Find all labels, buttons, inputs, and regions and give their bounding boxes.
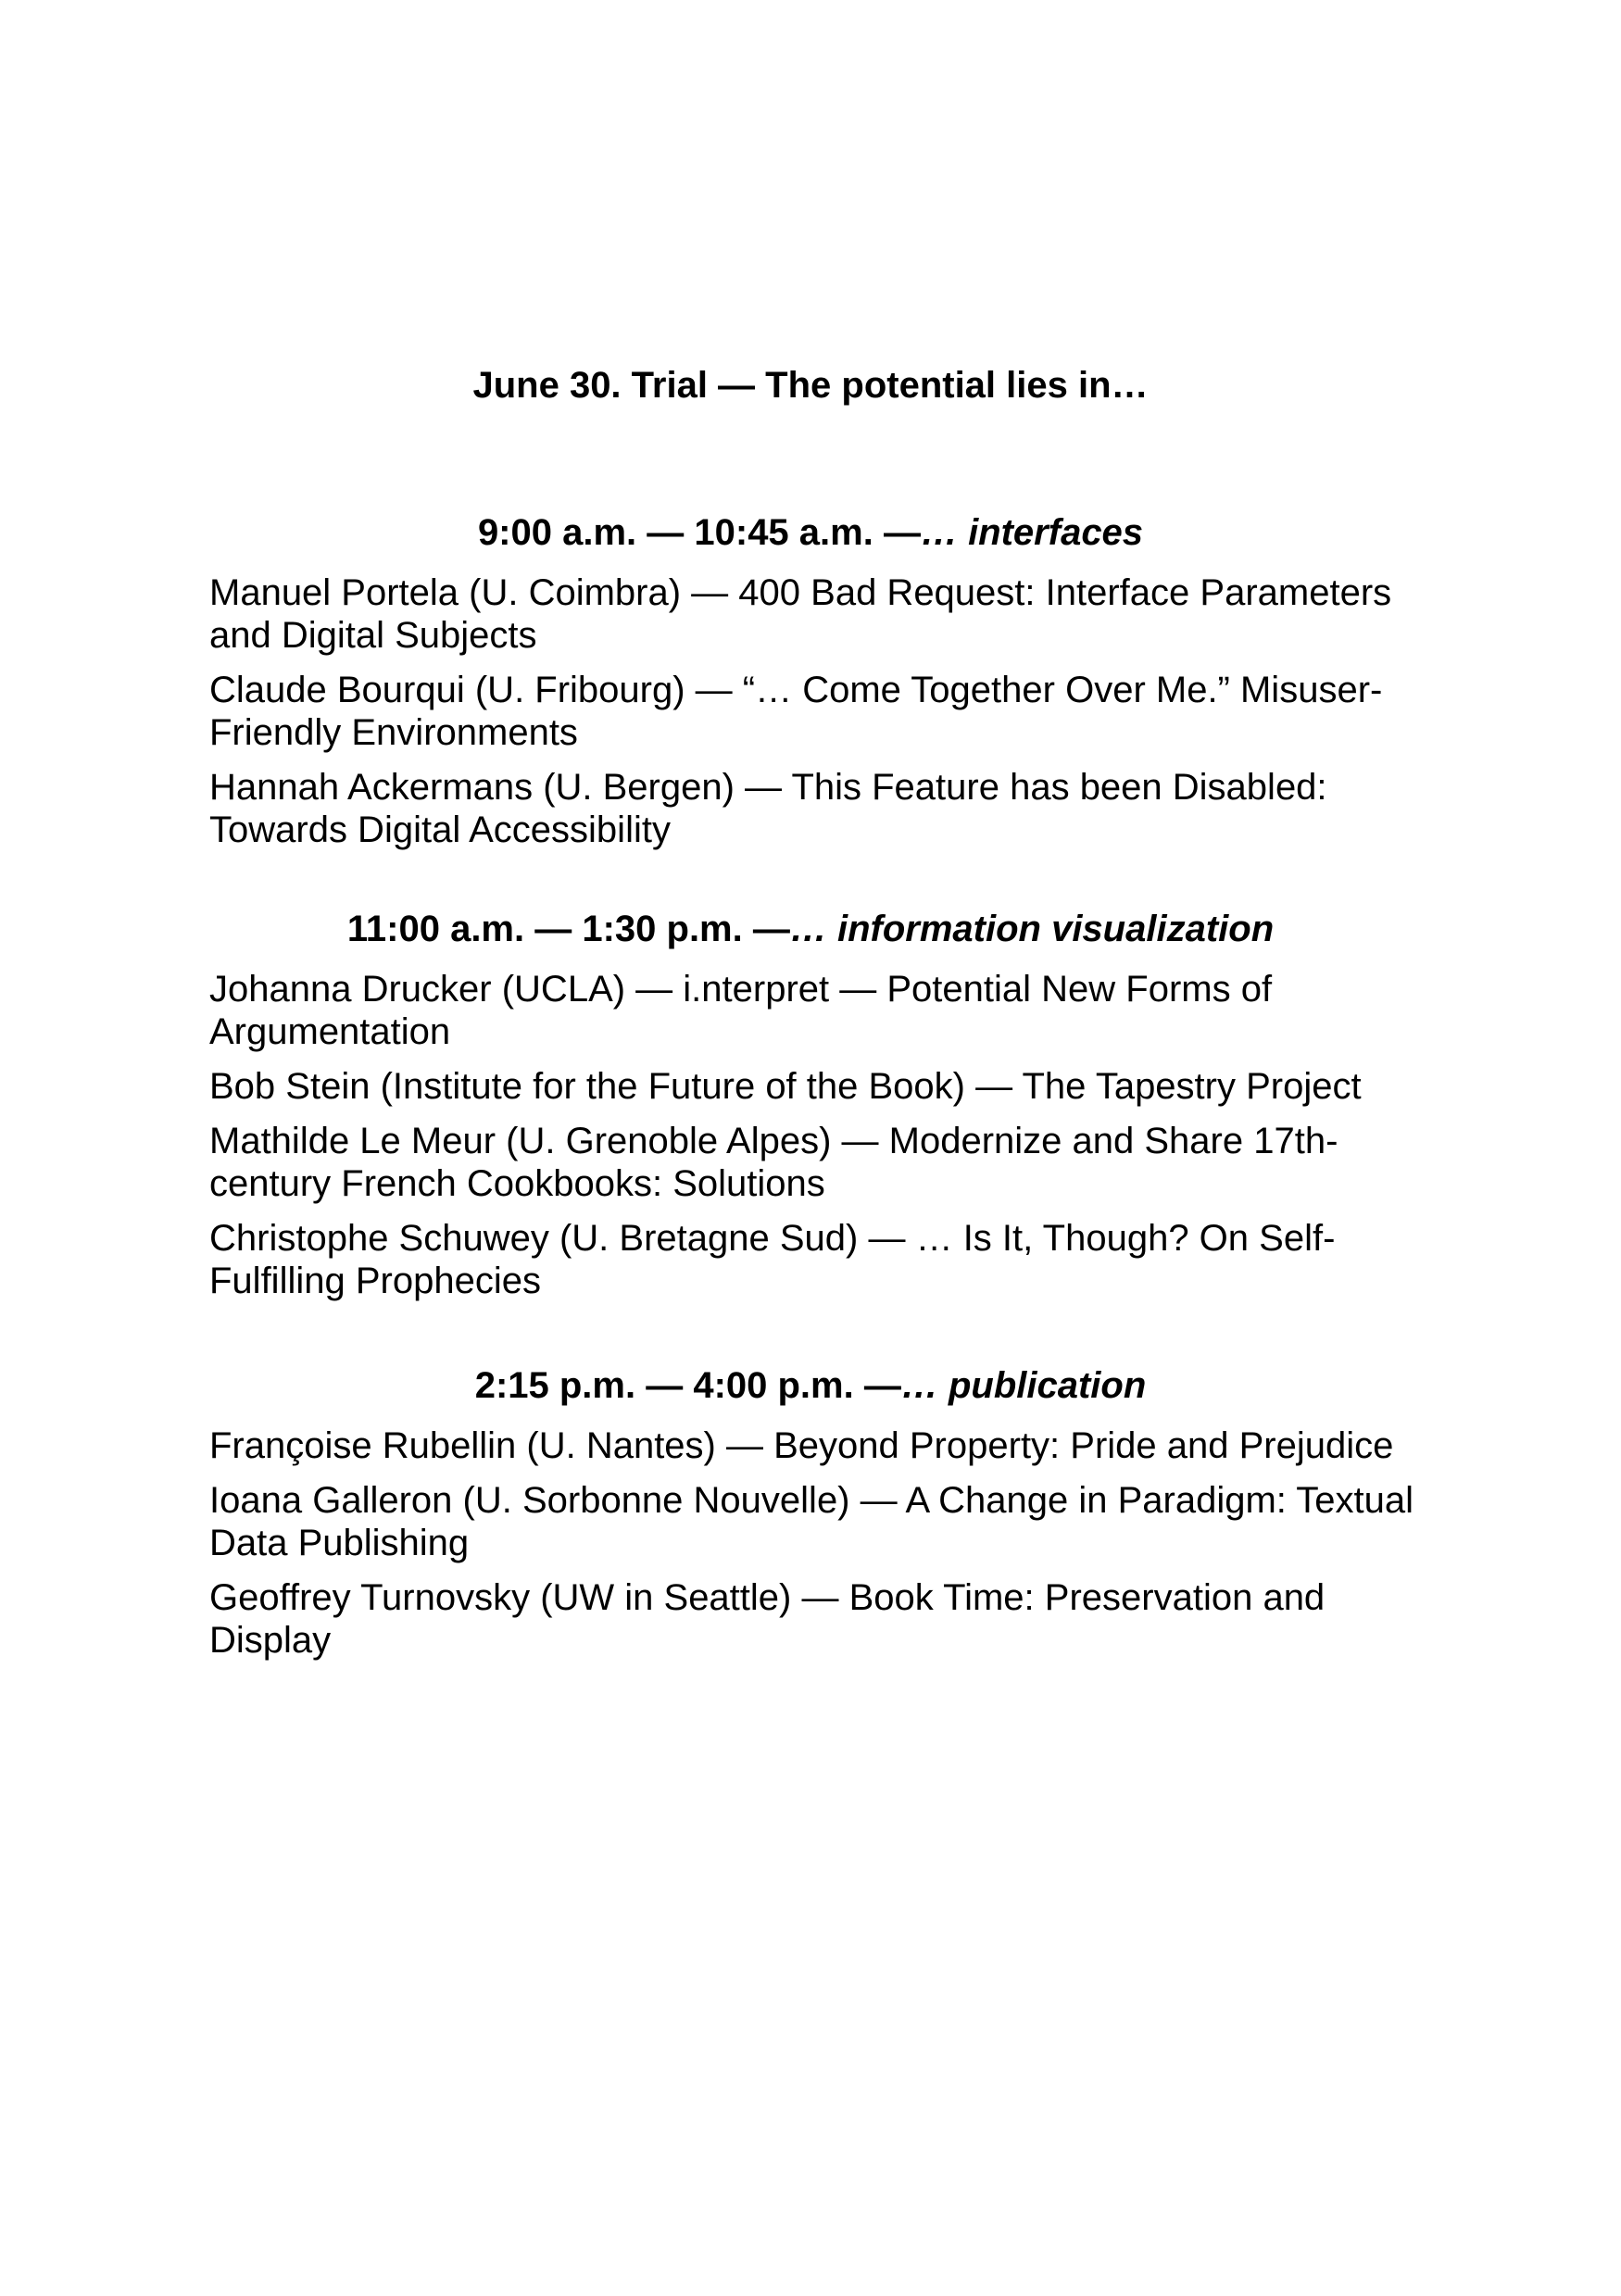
talk-item: Ioana Galleron (U. Sorbonne Nouvelle) — A Change in Paradigm: Textual Data Publishing — [209, 1480, 1414, 1563]
talk-item: Bob Stein (Institute for the Future of the Book) — The Tapestry Project — [209, 1066, 1362, 1107]
session-heading — [0, 907, 1621, 951]
day-title: June 30. Trial — The potential lies in… — [472, 365, 1149, 406]
talk-item: Mathilde Le Meur (U. Grenoble Alpes) — Modernize and Share 17th-century French Cookbooks: Solutions — [209, 1121, 1338, 1204]
session-information-visualization — [0, 907, 1621, 1314]
talk-item: Hannah Ackermans (U. Bergen) — This Feature has been Disabled: Towards Digital Accessibility — [209, 767, 1327, 850]
session-topic: … publication — [900, 1365, 1147, 1406]
session-heading — [0, 510, 1621, 555]
session-interfaces — [0, 510, 1621, 863]
talk-item: Manuel Portela (U. Coimbra) — 400 Bad Request: Interface Parameters and Digital Subjects — [209, 572, 1392, 656]
session-time: 11:00 a.m. — 1:30 p.m. — — [346, 909, 790, 949]
session-topic: … interfaces — [920, 512, 1144, 553]
session-time: 9:00 a.m. — 10:45 a.m. — — [477, 512, 921, 553]
session-publication — [0, 1363, 1621, 1674]
talk-item: Françoise Rubellin (U. Nantes) — Beyond Property: Pride and Prejudice — [209, 1425, 1394, 1466]
talk-item: Christophe Schuwey (U. Bretagne Sud) — … Is It, Though? On Self-Fulfilling Prophecies — [209, 1218, 1336, 1301]
talk-item: Claude Bourqui (U. Fribourg) — “… Come Together Over Me.” Misuser-Friendly Environments — [209, 670, 1383, 753]
talk-item: Geoffrey Turnovsky (UW in Seattle) — Book Time: Preservation and Display — [209, 1577, 1326, 1661]
talk-item: Johanna Drucker (UCLA) — i.nterpret — Potential New Forms of Argumentation — [209, 969, 1273, 1052]
session-time: 2:15 p.m. — 4:00 p.m. — — [474, 1365, 901, 1406]
session-topic: … information visualization — [789, 909, 1275, 949]
session-heading — [0, 1363, 1621, 1408]
